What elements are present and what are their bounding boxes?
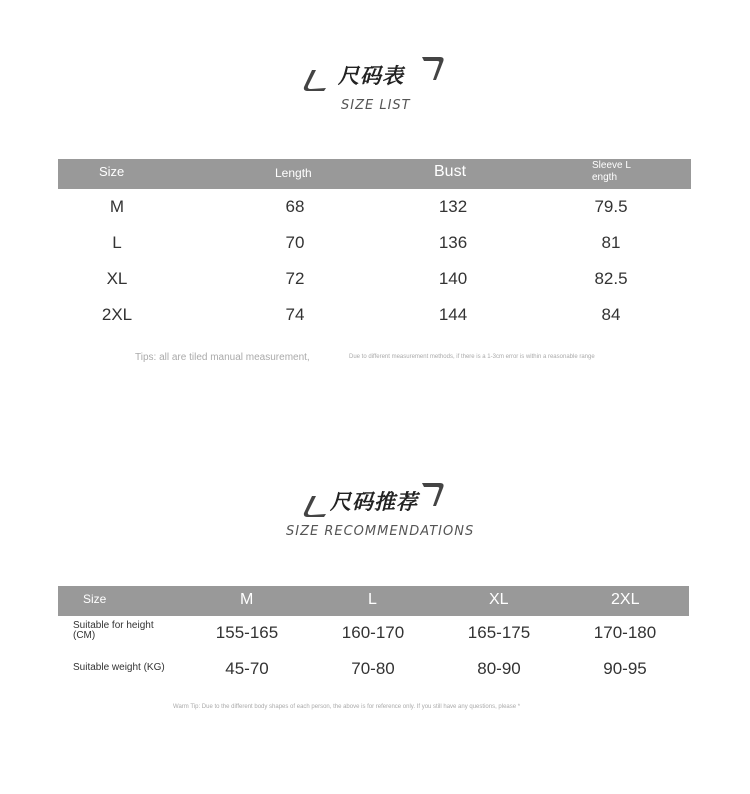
size-list-title-en: SIZE LIST xyxy=(341,98,411,113)
cell-sleeve: 79.5 xyxy=(594,197,628,216)
header-l: L xyxy=(368,591,377,608)
cell-size: XL xyxy=(106,269,128,288)
bracket-right-icon xyxy=(420,482,446,508)
cell-height: 160-170 xyxy=(341,623,405,642)
header-sleeve-2: ength xyxy=(592,172,618,183)
height-unit-label: (CM) xyxy=(73,630,96,641)
bracket-left-icon xyxy=(302,68,328,92)
cell-height: 170-180 xyxy=(593,623,657,642)
cell-weight: 90-95 xyxy=(603,659,647,678)
cell-size: 2XL xyxy=(101,305,133,324)
cell-bust: 136 xyxy=(438,233,468,252)
header-2xl: 2XL xyxy=(611,591,640,608)
size-recommend-tip: Warm Tip: Due to the different body shapes of each person, the above is for reference only. If you still have any questions, please * xyxy=(173,704,521,710)
size-list-table xyxy=(58,159,691,329)
cell-weight: 45-70 xyxy=(225,659,269,678)
cell-length: 72 xyxy=(285,269,305,288)
cell-size: L xyxy=(112,233,122,252)
cell-bust: 132 xyxy=(438,197,468,216)
header-bust: Bust xyxy=(434,163,467,180)
header-xl: XL xyxy=(489,591,509,608)
header-size: Size xyxy=(99,164,125,179)
size-recommend-title-en: SIZE RECOMMENDATIONS xyxy=(286,524,475,539)
header-sleeve-1: Sleeve L xyxy=(592,160,631,171)
cell-sleeve: 82.5 xyxy=(594,269,628,288)
header-length: Length xyxy=(275,166,312,180)
weight-label: Suitable weight (KG) xyxy=(73,662,165,673)
size-recommend-title-cn: 尺码推荐 xyxy=(330,490,418,514)
cell-bust: 140 xyxy=(438,269,468,288)
cell-length: 68 xyxy=(285,197,305,216)
cell-weight: 70-80 xyxy=(351,659,395,678)
cell-sleeve: 84 xyxy=(601,305,621,324)
cell-height: 155-165 xyxy=(215,623,279,642)
cell-bust: 144 xyxy=(438,305,468,324)
cell-height: 165-175 xyxy=(467,623,531,642)
size-recommend-table xyxy=(58,586,689,686)
bracket-right-icon xyxy=(420,56,446,82)
header-size: Size xyxy=(83,592,107,606)
header-m: M xyxy=(240,591,254,608)
size-list-tip-left: Tips: all are tiled manual measurement, xyxy=(135,352,310,363)
cell-length: 74 xyxy=(285,305,305,324)
height-label: Suitable for height xyxy=(73,620,154,631)
size-recommend-header xyxy=(58,586,689,616)
size-list-tip-right: Due to different measurement methods, if there is a 1-3cm error is within a reasonable range xyxy=(349,354,595,360)
cell-length: 70 xyxy=(285,233,305,252)
size-list-header xyxy=(58,159,691,189)
bracket-left-icon xyxy=(302,494,328,518)
cell-size: M xyxy=(109,197,125,216)
cell-weight: 80-90 xyxy=(477,659,521,678)
cell-sleeve: 81 xyxy=(601,233,621,252)
size-list-title-cn: 尺码表 xyxy=(338,64,404,88)
